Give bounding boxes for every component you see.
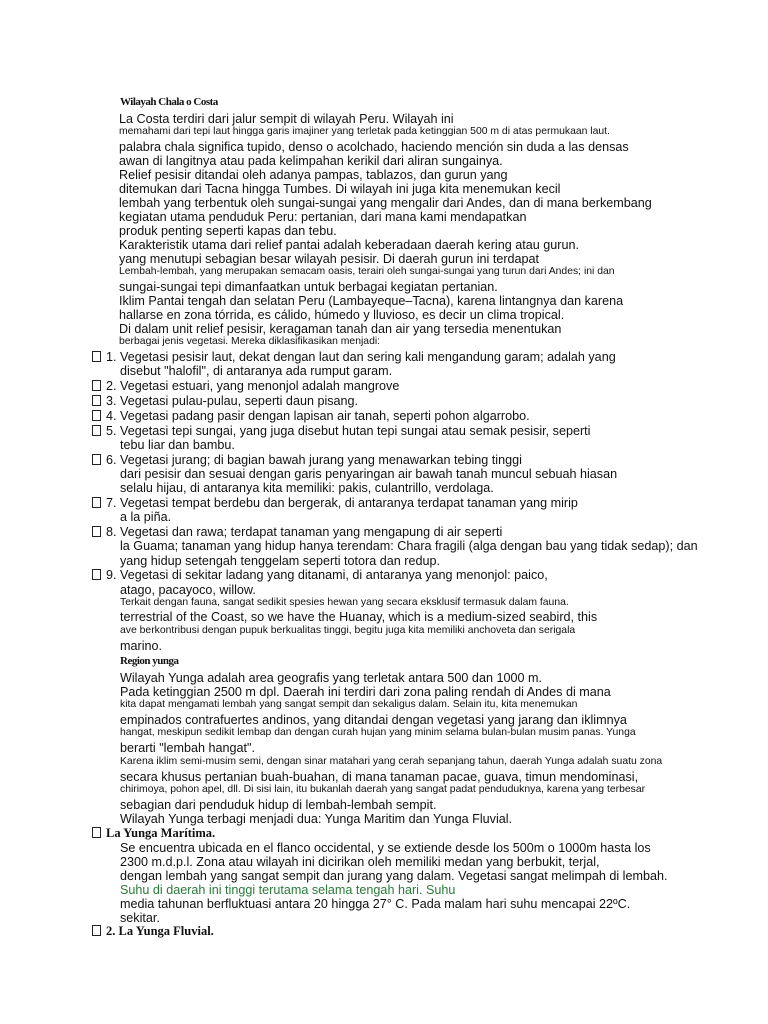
- text-line: Wilayah Yunga terbagi menjadi dua: Yunga Maritim dan Yunga Fluvial.: [120, 812, 513, 826]
- section-heading-yunga-fluvial: [92, 924, 214, 938]
- text-line: kegiatan utama penduduk Peru: pertanian, dari mana kami mendapatkan: [119, 210, 527, 224]
- checkbox-glyph-icon: [92, 526, 101, 537]
- text-line: chirimoya, pohon apel, dll. Di sisi lain, itu bukanlah daerah yang sangat padat penduduknya, karena yang terbesar: [120, 784, 646, 795]
- text-line: Wilayah Yunga adalah area geografis yang terletak antara 500 dan 1000 m.: [120, 671, 542, 685]
- checkbox-glyph-icon: [92, 569, 101, 580]
- text-line: sekitar.: [120, 911, 160, 925]
- text-line: secara khusus pertanian buah-buahan, di mana tanaman pacae, guava, timun mendominasi,: [120, 770, 639, 784]
- text-line: Di dalam unit relief pesisir, keragaman tanah dan air yang tersedia menentukan: [119, 322, 562, 336]
- text-line: atago, pacayoco, willow.: [120, 583, 256, 597]
- text-line: 2300 m.d.p.l. Zona atau wilayah ini dicirikan oleh memiliki medan yang berbukit, terjal,: [120, 855, 600, 869]
- text-line: media tahunan berfluktuasi antara 20 hingga 27° C. Pada malam hari suhu mencapai 22ºC.: [120, 897, 631, 911]
- checkbox-glyph-icon: [92, 351, 101, 362]
- checkbox-glyph-icon: [92, 425, 101, 436]
- checkbox-glyph-icon: [92, 454, 101, 465]
- text-line: disebut "halofil", di antaranya ada rumput garam.: [120, 364, 393, 378]
- text-line: produk penting seperti kapas dan tebu.: [119, 224, 337, 238]
- checkbox-glyph-icon: [92, 925, 101, 936]
- text-line: ave berkontribusi dengan pupuk berkualitas tinggi, begitu juga kita memiliki anchoveta dan serigala: [120, 625, 576, 636]
- list-item: [92, 409, 530, 423]
- text-line: Karakteristik utama dari relief pantai adalah keberadaan daerah kering atau gurun.: [119, 238, 579, 252]
- list-item-text: 2. Vegetasi estuari, yang menonjol adalah mangrove: [106, 379, 400, 393]
- text-line: marino.: [120, 639, 162, 653]
- checkbox-glyph-icon: [92, 395, 101, 406]
- text-line: terrestrial of the Coast, so we have the Huanay, which is a medium-sized seabird, this: [120, 610, 598, 624]
- text-line: awan di langitnya atau pada kelimpahan kerikil dari aliran sungainya.: [119, 154, 503, 168]
- text-line: sebagian dari penduduk hidup di lembah-lembah sempit.: [120, 798, 437, 812]
- text-line: dengan lembah yang sangat sempit dan jurang yang dalam. Vegetasi sangat melimpah di lembah.: [120, 869, 668, 883]
- text-line-highlighted: Suhu di daerah ini tinggi terutama selama tengah hari. Suhu: [120, 883, 456, 897]
- heading-text: 2. La Yunga Fluvial.: [106, 924, 214, 938]
- heading-text: La Yunga Marítima.: [106, 826, 216, 840]
- text-line: berarti "lembah hangat".: [120, 741, 255, 755]
- text-line: dari pesisir dan sesuai dengan garis penyaringan air bawah tanah muncul sebuah hiasan: [120, 467, 618, 481]
- text-line: berbagai jenis vegetasi. Mereka diklasifikasikan menjadi:: [119, 336, 381, 347]
- text-line: Karena iklim semi-musim semi, dengan sinar matahari yang cerah sepanjang tahun, daerah Yunga adalah suatu zona: [120, 756, 663, 767]
- text-line: La Costa terdiri dari jalur sempit di wilayah Peru. Wilayah ini: [119, 112, 454, 126]
- list-item: [92, 568, 548, 582]
- list-item-text: 4. Vegetasi padang pasir dengan lapisan air tanah, seperti pohon algarrobo.: [106, 409, 530, 423]
- text-line: Se encuentra ubicada en el flanco occidental, y se extiende desde los 500m o 1000m hasta los: [120, 841, 651, 855]
- list-item-text: 1. Vegetasi pesisir laut, dekat dengan laut dan sering kali mengandung garam; adalah yang: [106, 350, 616, 364]
- section-heading-yunga-maritima: [92, 826, 215, 840]
- text-line: sungai-sungai tepi dimanfaatkan untuk berbagai kegiatan pertanian.: [119, 280, 498, 294]
- text-line: a la piña.: [120, 510, 172, 524]
- list-item: [92, 453, 522, 467]
- text-line: memahami dari tepi laut hingga garis imajiner yang terletak pada ketinggian 500 m di atas permukaan laut.: [119, 126, 610, 137]
- text-line: la Guama; tanaman yang hidup hanya terendam: Chara fragili (alga dengan bau yang tidak sedap); dan: [120, 539, 698, 553]
- text-line: selalu hijau, di antaranya kita memiliki: pakis, culantrillo, verdolaga.: [120, 481, 494, 495]
- text-line: yang hidup setengah tenggelam seperti totora dan redup.: [120, 554, 440, 568]
- text-line: empinados contrafuertes andinos, yang ditandai dengan vegetasi yang jarang dan iklimnya: [120, 713, 627, 727]
- list-item-text: 7. Vegetasi tempat berdebu dan bergerak, di antaranya terdapat tanaman yang mirip: [106, 496, 578, 510]
- list-item-text: 9. Vegetasi di sekitar ladang yang ditanami, di antaranya yang menonjol: paico,: [106, 568, 548, 582]
- list-item-text: 8. Vegetasi dan rawa; terdapat tanaman yang mengapung di air seperti: [106, 525, 503, 539]
- list-item: [92, 350, 616, 364]
- text-line: ditemukan dari Tacna hingga Tumbes. Di wilayah ini juga kita menemukan kecil: [119, 182, 561, 196]
- checkbox-glyph-icon: [92, 827, 101, 838]
- text-line: hangat, meskipun sedikit lembap dan dengan curah hujan yang minim selama bulan-bulan musim panas. Yunga: [120, 727, 636, 738]
- list-item: [92, 424, 590, 438]
- text-line: yang menutupi sebagian besar wilayah pesisir. Di daerah gurun ini terdapat: [119, 252, 540, 266]
- text-line: Pada ketinggian 2500 m dpl. Daerah ini terdiri dari zona paling rendah di Andes di mana: [120, 685, 611, 699]
- list-item: [92, 496, 578, 510]
- list-item-text: 3. Vegetasi pulau-pulau, seperti daun pisang.: [106, 394, 359, 408]
- list-item: [92, 394, 358, 408]
- checkbox-glyph-icon: [92, 410, 101, 421]
- text-line: palabra chala significa tupido, denso o acolchado, haciendo mención sin duda a las densas: [119, 140, 629, 154]
- checkbox-glyph-icon: [92, 497, 101, 508]
- text-line: Relief pesisir ditandai oleh adanya pampas, tablazos, dan gurun yang: [119, 168, 508, 182]
- text-line: tebu liar dan bambu.: [120, 438, 235, 452]
- text-line: hallarse en zona tórrida, es cálido, húmedo y lluvioso, es decir un clima tropical.: [119, 308, 565, 322]
- text-line: Iklim Pantai tengah dan selatan Peru (Lambayeque–Tacna), karena lintangnya dan karena: [119, 294, 624, 308]
- section-heading-region-yunga: Region yunga: [120, 655, 179, 667]
- text-line: kita dapat mengamati lembah yang sangat sempit dan sekaligus dalam. Selain itu, kita menemukan: [120, 699, 578, 710]
- list-item-text: 5. Vegetasi tepi sungai, yang juga disebut hutan tepi sungai atau semak pesisir, seperti: [106, 424, 591, 438]
- text-line: Lembah-lembah, yang merupakan semacam oasis, terairi oleh sungai-sungai yang turun dari Andes; ini dan: [119, 266, 615, 277]
- section-heading-chala-costa: Wilayah Chala o Costa: [120, 96, 218, 108]
- checkbox-glyph-icon: [92, 380, 101, 391]
- list-item: [92, 379, 399, 393]
- text-line: lembah yang terbentuk oleh sungai-sungai yang mengalir dari Andes, dan di mana berkembang: [119, 196, 652, 210]
- text-line: Terkait dengan fauna, sangat sedikit spesies hewan yang secara eksklusif termasuk dalam fauna.: [120, 597, 569, 608]
- list-item: [92, 525, 502, 539]
- list-item-text: 6. Vegetasi jurang; di bagian bawah jurang yang menawarkan tebing tinggi: [106, 453, 522, 467]
